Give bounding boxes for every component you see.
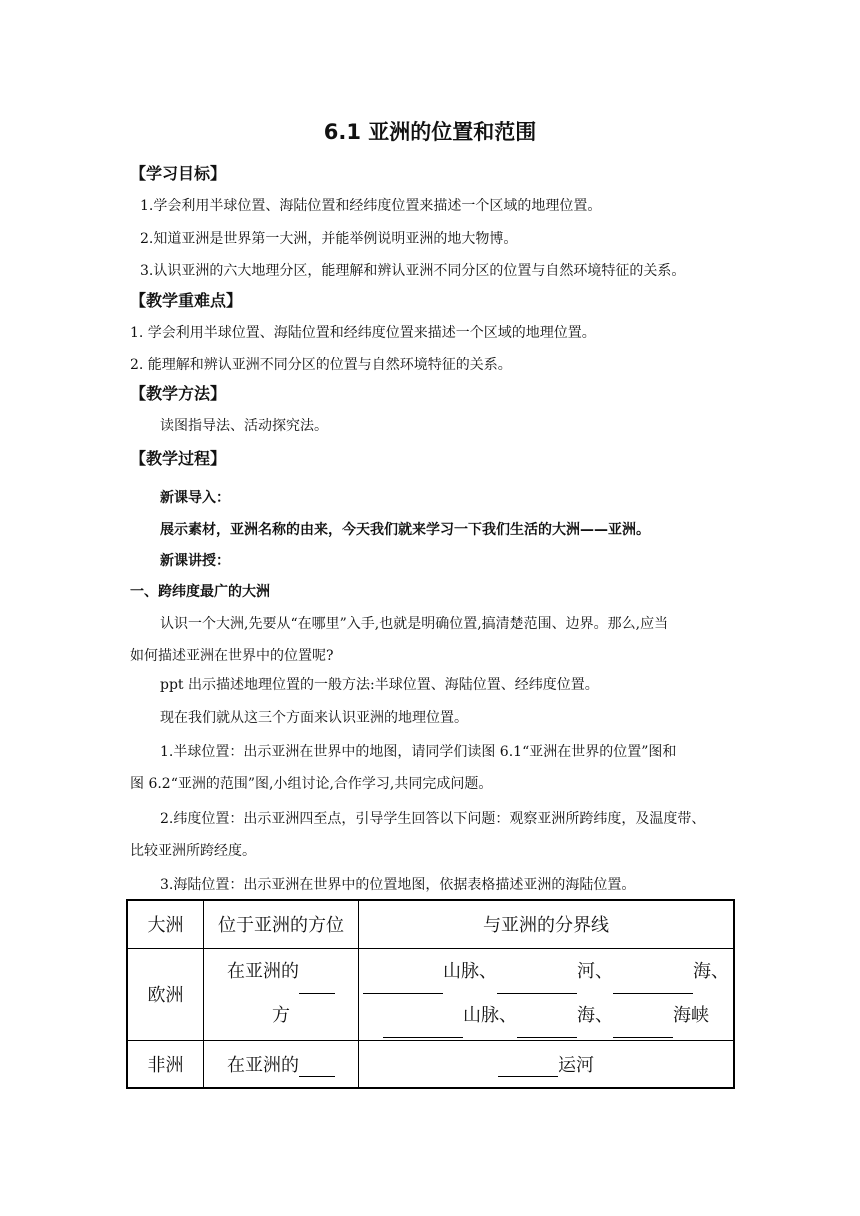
methods-text: 读图指导法、活动探究法。 [160,418,328,434]
europe-boundary-line-1 [359,950,733,994]
header-direction: 位于亚洲的方位 [204,900,359,948]
blank-field[interactable] [498,1056,558,1077]
europe-direction-line-1 [204,950,358,994]
blank-field[interactable] [497,973,577,994]
cell-europe-boundary [359,948,735,1040]
blank-field[interactable] [299,973,335,994]
section-key-points: 【教学重难点】 [130,291,243,310]
cell-africa: 非洲 [127,1040,204,1088]
blank-field[interactable] [613,973,693,994]
blank-field[interactable] [517,1017,577,1038]
objective-2: 2.知道亚洲是世界第一大洲，并能举例说明亚洲的地大物博。 [140,231,518,247]
paragraph-3: 现在我们就从这三个方面来认识亚洲的地理位置。 [160,710,468,726]
paragraph-5-line-1: 2.纬度位置：出示亚洲四至点，引导学生回答以下问题：观察亚洲所跨纬度，及温度带、 [160,811,706,827]
lecture-heading: 新课讲授： [160,553,230,569]
paragraph-2: ppt 出示描述地理位置的一般方法:半球位置、海陆位置、经纬度位置。 [160,677,599,693]
paragraph-4-line-2: 图 6.2“亚洲的范围”图,小组讨论,合作学习,共同完成问题。 [130,776,493,792]
boundary-label: 山脉、 [463,1005,517,1026]
europe-direction-suffix: 方 [272,1005,290,1026]
paragraph-4-line-1: 1.半球位置：出示亚洲在世界中的地图，请同学们读图 6.1“亚洲在世界的位置”图和 [160,744,677,760]
paragraph-6: 3.海陆位置：出示亚洲在世界中的位置地图，依据表格描述亚洲的海陆位置。 [160,877,636,893]
section-methods: 【教学方法】 [130,384,227,403]
cell-europe: 欧洲 [127,948,204,1040]
table-row-africa [127,1040,734,1088]
boundary-label: 山脉、 [443,961,497,982]
boundary-label: 河、 [577,961,613,982]
boundary-label: 海峡 [673,1005,709,1026]
africa-direction-prefix: 在亚洲的 [227,1054,299,1076]
table-row-europe [127,948,734,1040]
blank-field[interactable] [363,973,443,994]
key-point-2: 2. 能理解和辨认亚洲不同分区的位置与自然环境特征的关系。 [130,357,512,373]
part1-heading: 一、跨纬度最广的大洲 [130,584,270,600]
header-continent: 大洲 [127,900,204,948]
paragraph-5-line-2: 比较亚洲所跨经度。 [130,843,256,859]
section-objectives: 【学习目标】 [130,164,227,183]
boundary-label: 海、 [577,1005,613,1026]
section-process: 【教学过程】 [130,449,227,468]
objective-3: 3.认识亚洲的六大地理分区，能理解和辨认亚洲不同分区的位置与自然环境特征的关系。 [140,263,686,279]
cell-africa-boundary [359,1040,735,1088]
boundary-label: 海、 [693,961,729,982]
blank-field[interactable] [299,1056,335,1077]
cell-europe-direction [204,948,359,1040]
page-title: 6.1 亚洲的位置和范围 [323,120,537,144]
paragraph-1-line-2: 如何描述亚洲在世界中的位置呢? [130,648,334,664]
blank-field[interactable] [383,1017,463,1038]
paragraph-1-line-1: 认识一个大洲,先要从“在哪里”入手,也就是明确位置,搞清楚范围、边界。那么,应当 [160,616,669,632]
objective-1: 1.学会利用半球位置、海陆位置和经纬度位置来描述一个区域的地理位置。 [140,198,602,214]
cell-africa-direction [204,1040,359,1088]
europe-boundary-line-2 [359,994,733,1038]
intro-text: 展示素材，亚洲名称的由来，今天我们就来学习一下我们生活的大洲——亚洲。 [160,522,650,538]
africa-boundary-label: 运河 [558,1054,594,1076]
intro-heading: 新课导入： [160,490,230,506]
europe-direction-prefix: 在亚洲的 [227,961,299,982]
blank-field[interactable] [613,1017,673,1038]
key-point-1: 1. 学会利用半球位置、海陆位置和经纬度位置来描述一个区域的地理位置。 [130,325,596,341]
table-header-row [127,900,734,948]
sea-land-position-table [126,899,735,1089]
header-boundary: 与亚洲的分界线 [359,900,735,948]
